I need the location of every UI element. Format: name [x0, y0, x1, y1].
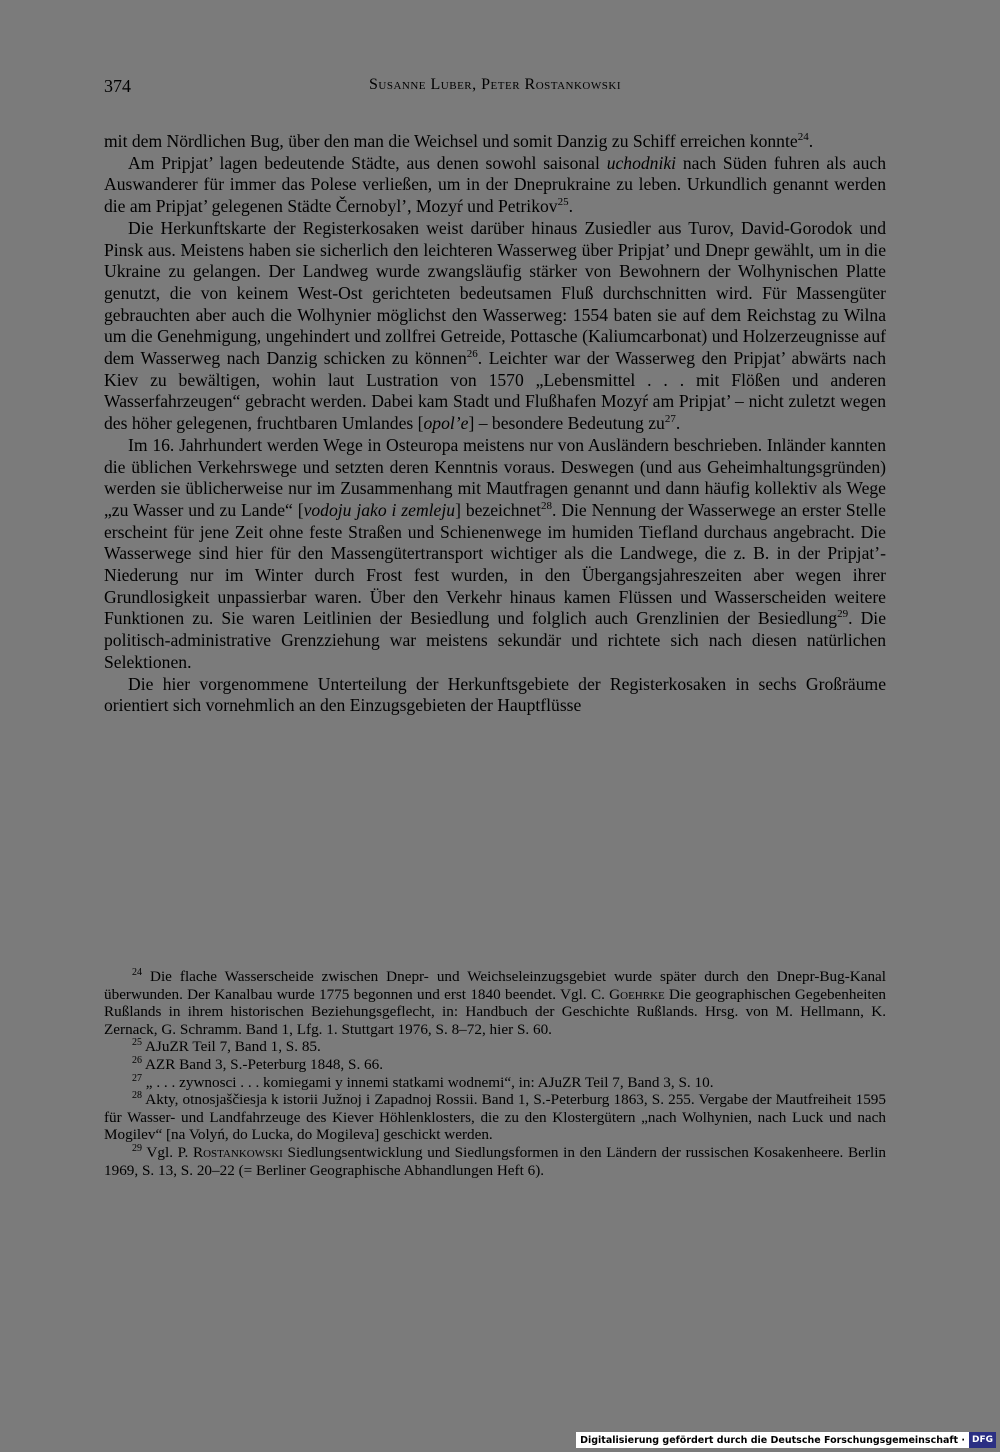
footnote-ref: 29 [837, 608, 849, 621]
footnote-25 [104, 1038, 886, 1056]
footnote-29 [104, 1144, 886, 1179]
text-run: . [675, 413, 681, 434]
text-run: „ . . . zywnosci . . . komiegami y innemi statkami wodnemi“, in: AJuZR Teil 7, Band 3, S. 10. [145, 1073, 714, 1091]
paragraph-5: Die hier vorgenommene Unterteilung der Herkunftsgebiete der Registerkosaken in sechs Großräume orientiert sich vornehmlich an den Einzugsgebieten der Hauptflüsse [104, 673, 886, 716]
text-run: Die flache Wasserscheide zwischen Dnepr- und Weichseleinzugsgebiet wurde später durch den Dnepr-Bug-Kanal überwunden. Der Kanalbau wurde 1775 begonnen und erst 1840 beendet. Vgl. C. [104, 968, 887, 1003]
footnote-number: 25 [132, 1037, 142, 1049]
paragraph-3 [104, 218, 886, 435]
text-run: . Die politisch-administrative Grenzziehung war meistens sekundär und richtete sich nach diesen natürlichen Selektionen. [104, 608, 886, 672]
footnote-number: 27 [132, 1072, 142, 1084]
author-name: Rostankowski [192, 1143, 283, 1161]
footnote-ref: 28 [541, 500, 553, 513]
text-run: . Die Nennung der Wasserwege an erster Stelle erscheint für jene Zeit ohne feste Straßen und Schienenwege im humiden Tiefland durchaus angebracht. Die Wasserwege sind hier für den Massengütertransport wichtiger als die Landwege, die z. B. in der Pripjat’-Niederung nur im Winter durch Frost fest wurden, in den Übergangsjahreszeiten aber wegen ihrer Grundlosigkeit unpassierbar waren. Über den Verkehr hinaus kamen Flüssen und Wasserscheiden weitere Funktionen zu. Sie waren Leitlinien der Besiedlung und folglich auch Grenzlinien der Besiedlung [104, 499, 886, 629]
text-run: ] bezeichnet [455, 499, 542, 520]
footnote-number: 24 [132, 966, 142, 978]
text-run: nach Süden fuhren als auch Auswanderer für immer das Polese verließen, um in der Dneprukraine zu leben. Urkundlich genannt werden die am Pripjat’ gelegenen Städte Černobyl’, Mozyŕ und Petrikov [104, 152, 886, 217]
text-run: . Leichter war der Wasserweg den Pripjat’ abwärts nach Kiev zu bewältigen, wohin laut Lustration von 1570 „Lebensmittel . . . mit Flößen und anderen Wasserfahrzeugen“ gebracht werden. Dabei kam Stadt und Flußhafen Mozyŕ am Pripjat’ – nicht zuletzt wegen des höher gelegenen, fruchtbaren Umlandes [ [104, 348, 886, 434]
text-run: Die Herkunftskarte der Registerkosaken weist darüber hinaus Zusiedler aus Turov, David-Gorodok und Pinsk aus. Meistens haben sie sicherlich den leichteren Wasserweg über Pripjat’ und Dnepr gewählt, um in die Ukraine zu gelangen. Der Landweg wurde zwangsläufig stärker von Bewohnern der Wolhynischen Platte genutzt, die von keinem West-Ost gerichteten bedeutsamen Fluß durchschnitten wird. Für Massengüter gebrauchten aber auch die Wolhynier möglichst den Wasserweg: 1554 baten sie auf dem Reichstag zu Wilna um die Genehmigung, ungehindert und zollfrei Getreide, Pottasche (Kaliumcarbonat) und Holzerzeugnisse auf dem Wasserweg nach Danzig schicken zu können [104, 217, 886, 369]
text-run: Am Pripjat’ lagen bedeutende Städte, aus denen sowohl saisonal [128, 152, 607, 173]
text-run: Siedlungsentwicklung und Siedlungsformen in den Ländern der russischen Kosakenheere. Berlin 1969, S. 13, S. 20–22 (= Berliner Geographische Abhandlungen Heft 6). [104, 1143, 887, 1179]
main-text [104, 131, 886, 717]
footnote-number: 29 [132, 1142, 142, 1154]
footnote-24 [104, 968, 886, 1038]
author-name: Goehrke [609, 985, 665, 1003]
footnote-ref: 24 [797, 131, 809, 144]
text-run: AJuZR Teil 7, Band 1, S. 85. [144, 1038, 321, 1056]
italic-term: vodoju jako i zemleju [303, 499, 456, 520]
text-run: Vgl. P. [146, 1143, 193, 1161]
text-run: AZR Band 3, S.-Peterburg 1848, S. 66. [144, 1055, 384, 1073]
footnote-number: 26 [132, 1054, 142, 1066]
footnote-ref: 26 [466, 348, 478, 361]
footnote-ref: 27 [664, 413, 676, 426]
page-header [104, 76, 886, 102]
paragraph-4 [104, 435, 886, 674]
text-run: ] – besondere Bedeutung zu [468, 413, 665, 434]
digitization-credit [576, 1432, 996, 1448]
text-run: Die geographischen Gegebenheiten Rußlands in ihrem historischen Beziehungsgeflecht, in: Handbuch der Geschichte Rußlands. Hrsg. von M. Hellmann, K. Zernack, G. Schramm. Band 1, Lfg. 1. Stuttgart 1976, S. 8–72, hier S. 60. [104, 985, 886, 1038]
credit-text: Digitalisierung gefördert durch die Deutsche Forschungsgemeinschaft · [580, 1434, 965, 1446]
dfg-logo-icon: DFG [969, 1432, 996, 1448]
text-run: Im 16. Jahrhundert werden Wege in Osteuropa meistens nur von Ausländern beschrieben. Inländer kannten die üblichen Verkehrswege und setzten deren Kenntnis voraus. Deswegen (und aus Geheimhaltungsgründen) werden sie üblicherweise nur im Zusammenhang mit Mautfragen genannt und dann häufig kollektiv als Wege „zu Wasser und zu Lande“ [ [104, 434, 886, 520]
footnote-26 [104, 1056, 886, 1074]
footnote-number: 28 [132, 1090, 142, 1102]
italic-term: opol’e [423, 413, 469, 434]
text-run: Akty, otnosjaščiesja k istorii Južnoj i Zapadnoj Rossii. Band 1, S.-Peterburg 1863, S. 255. Vergabe der Mautfreiheit 1595 für Wasser- und Landfahrzeuge des Kiever Höhlenklosters, die zu den Klostergütern „nach Wolhynien, nach Luck und nach Mogilev“ [na Volyń, do Lucka, do Mogileva] geschickt werden. [104, 1091, 886, 1144]
text-run: . [808, 131, 814, 151]
footnote-27 [104, 1074, 886, 1092]
italic-term: uchodniki [606, 152, 677, 173]
text-run: mit dem Nördlichen Bug, über den man die Weichsel und somit Danzig zu Schiff erreichen konnte [104, 131, 798, 151]
footnotes [104, 968, 886, 1179]
page-number: 374 [104, 76, 131, 96]
running-head: Susanne Luber, Peter Rostankowski [369, 76, 621, 93]
paragraph-1 [104, 131, 886, 153]
paragraph-2 [104, 153, 886, 218]
text-run: . [568, 196, 573, 217]
footnote-28 [104, 1091, 886, 1144]
footnote-ref: 25 [557, 196, 569, 209]
